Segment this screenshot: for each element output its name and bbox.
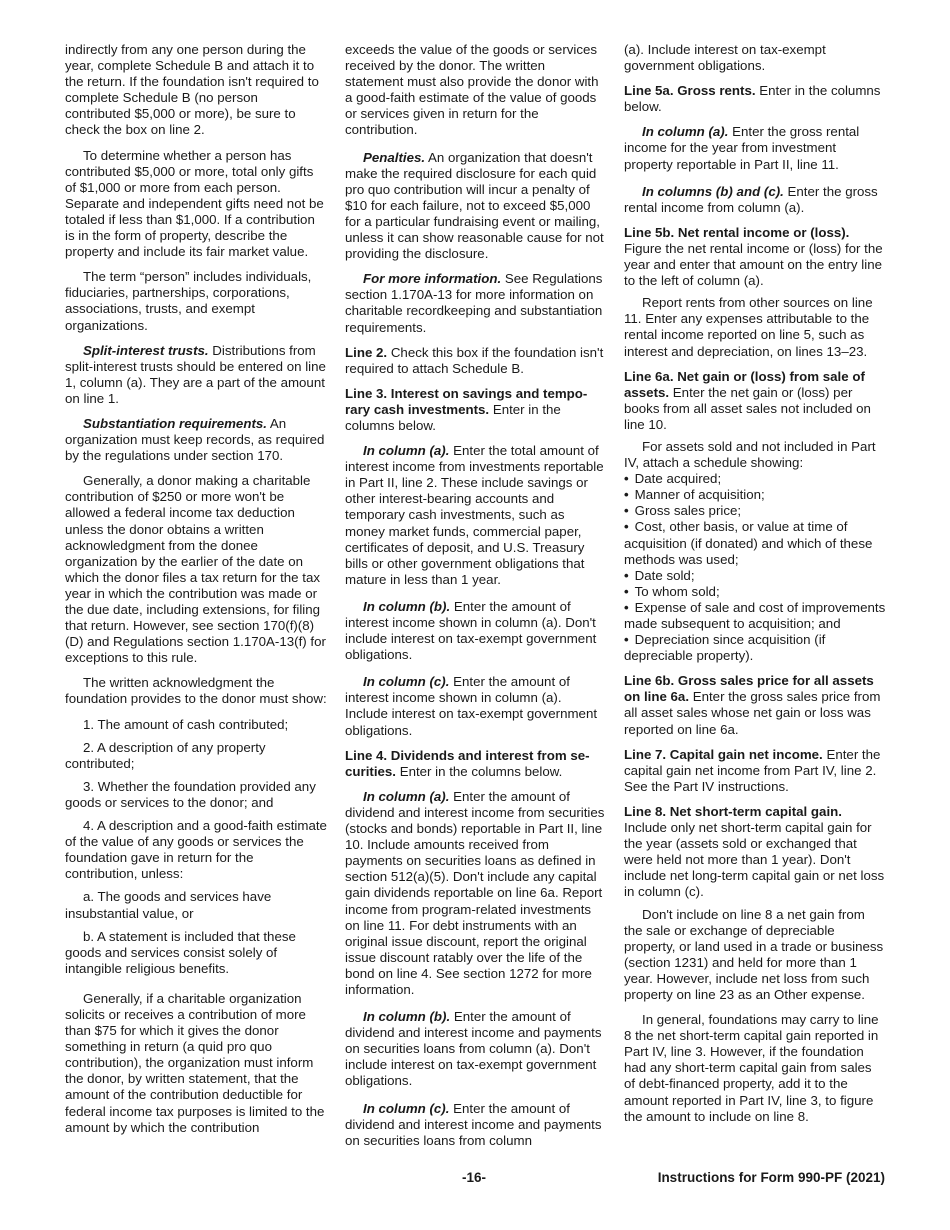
paragraph: Line 5a. Gross rents. Enter in the columns below. bbox=[624, 83, 881, 115]
line-heading: Line 4. Dividends and interest from securities. bbox=[345, 747, 590, 779]
paragraph: The term “person” includes individuals, fiduciaries, partnerships, corporations, associations, trusts, and exempt organizations. bbox=[65, 269, 312, 333]
column-1 bbox=[65, 42, 327, 1145]
list-item: • Expense of sale and cost of improvements made subsequent to acquisition; and bbox=[624, 599, 886, 631]
subheading: For more information. bbox=[363, 271, 502, 287]
paragraph: Line 6b. Gross sales price for all assets on line 6a. Enter the gross sales price from all asset sales whose net gain or loss was reported on line 6a. bbox=[624, 673, 881, 737]
list-item: • Gross sales price; bbox=[624, 503, 742, 519]
list-item: • Date acquired; bbox=[624, 471, 722, 487]
line-heading: Line 7. Capital gain net income. bbox=[624, 746, 823, 762]
bullet-icon: • bbox=[624, 471, 629, 487]
line-heading: Line 3. Interest on savings and temporary cash investments. bbox=[345, 385, 588, 417]
list-item: 3. Whether the foundation provided any goods or services to the donor; and bbox=[65, 778, 316, 810]
paragraph: Line 4. Dividends and interest from securities. Enter in the columns below. bbox=[345, 747, 590, 779]
paragraph: In general, foundations may carry to line 8 the net short-term capital gain reported in Part IV, line 3. However, if the foundation had any short-term capital gain from sales of debt-financed property, add it to the amount reported in Part IV, line 3, to figure the amount to include on line 8. bbox=[624, 1012, 879, 1124]
subheading: Split-interest trusts. bbox=[83, 342, 209, 358]
paragraph: The written acknowledgment the foundation provides to the donor must show: bbox=[65, 675, 327, 707]
paragraph: Generally, a donor making a charitable contribution of $250 or more won't be allowed a federal income tax deduction unless the donor obtains a written acknowledgment from the donee organization by the earlier of the date on which the donor files a tax return for the tax year in which the contribution was made or the due date, including extensions, for filing that return. However, see section 170(f)(8)(D) and Regulations section 1.170A-13(f) for exceptions to this rule. bbox=[65, 473, 326, 666]
bullet-icon: • bbox=[624, 599, 629, 615]
bullet-icon: • bbox=[624, 567, 629, 583]
column-2 bbox=[345, 42, 607, 1158]
bullet-icon: • bbox=[624, 632, 629, 648]
paragraph: Line 7. Capital gain net income. Enter the capital gain net income from Part IV, line 2. See the Part IV instructions. bbox=[624, 746, 881, 794]
subheading: In column (c). bbox=[363, 674, 450, 690]
list-item: b. A statement is included that these goods and services consist solely of intangible religious benefits. bbox=[65, 928, 296, 976]
line-heading: Line 5a. Gross rents. bbox=[624, 83, 756, 99]
bullet-icon: • bbox=[624, 519, 629, 535]
list-item: • To whom sold; bbox=[624, 583, 720, 599]
paragraph: Line 6a. Net gain or (loss) from sale of assets. Enter the net gain or (loss) per books from all asset sales not included on line 10. bbox=[624, 368, 871, 432]
paragraph: In column (c). Enter the amount of interest income shown in column (a). Include interest on tax-exempt government obligations. bbox=[345, 674, 598, 738]
bullet-icon: • bbox=[624, 583, 629, 599]
list-item: • Depreciation since acquisition (if depreciable property). bbox=[624, 632, 826, 664]
paragraph: In column (b). Enter the amount of interest income shown in column (a). Don't include interest on tax-exempt government obligations. bbox=[345, 598, 597, 663]
paragraph: Generally, if a charitable organization solicits or receives a contribution of more than $75 for which it gives the donor something in return (a quid pro quo contribution), the organization must inform the donor, by written statement, that the amount of the contribution deductible for federal income tax purposes is limited to the amount by which the contribution bbox=[65, 990, 325, 1135]
subheading: In column (c). bbox=[363, 1100, 450, 1116]
document-title: Instructions for Form 990-PF (2021) bbox=[657, 1170, 885, 1185]
line-heading: Line 6a. Net gain or (loss) from sale of assets. bbox=[624, 368, 865, 400]
list-item: • Manner of acquisition; bbox=[624, 487, 765, 503]
subheading: Penalties. bbox=[363, 149, 426, 165]
bullet-list bbox=[624, 471, 886, 664]
list-item: • Date sold; bbox=[624, 567, 695, 583]
paragraph: For more information. See Regulations section 1.170A-13 for more information on charitable recordkeeping and substantiation requirements. bbox=[345, 271, 603, 335]
paragraph: indirectly from any one person during the year, complete Schedule B and attach it to the return. If the foundation isn't required to complete Schedule B (no person contributed $5,000 or more), be sure to check the box on line 2. bbox=[65, 42, 319, 138]
paragraph: Don't include on line 8 a net gain from the sale or exchange of depreciable property, or land used in a trade or business (section 1231) and held for more than 1 year. However, include net loss from such property on line 23 as an Other expense. bbox=[624, 906, 884, 1002]
paragraph: To determine whether a person has contributed $5,000 or more, total only gifts of $1,000 or more from each person. Separate and independent gifts need not be totaled if less than $1,000. If a contribution is in the form of property, describe the property and include its fair market value. bbox=[65, 147, 324, 260]
paragraph: Line 5b. Net rental income or (loss). Figure the net rental income or (loss) for the year and enter that amount on the entry line to the left of column (a). bbox=[624, 224, 883, 289]
paragraph: In columns (b) and (c). Enter the gross rental income from column (a). bbox=[624, 183, 878, 215]
subheading: In column (b). bbox=[363, 598, 451, 614]
paragraph: Split-interest trusts. Distributions from split-interest trusts should be entered on line 1, column (a). They are a part of the amount on line 1. bbox=[65, 342, 326, 406]
bullet-icon: • bbox=[624, 487, 629, 503]
subheading: In columns (b) and (c). bbox=[642, 183, 784, 199]
list-item: a. The goods and services have insubstantial value, or bbox=[65, 889, 272, 921]
column-3 bbox=[624, 42, 886, 1134]
paragraph: For assets sold and not included in Part IV, attach a schedule showing: bbox=[624, 438, 876, 471]
line-heading: Line 5b. Net rental income or (loss). bbox=[624, 224, 850, 240]
bullet-icon: • bbox=[624, 503, 629, 519]
paragraph: Penalties. An organization that doesn't make the required disclosure for each quid pro quo contribution will incur a penalty of $10 for each failure, not to exceed $5,000 for a particular fundraising event or mailing, unless it can show reasonable cause for not providing the disclosure. bbox=[345, 149, 604, 262]
paragraph: (a). Include interest on tax-exempt government obligations. bbox=[624, 42, 826, 74]
list-item: 4. A description and a good-faith estimate of the value of any goods or services the foundation gave in return for the contribution, unless: bbox=[65, 818, 327, 882]
page-number: -16- bbox=[462, 1170, 487, 1185]
list-item: 1. The amount of cash contributed; bbox=[83, 716, 289, 732]
subheading: Substantiation requirements. bbox=[83, 415, 267, 431]
paragraph: Substantiation requirements. An organization must keep records, as required by the regulations under section 170. bbox=[65, 415, 325, 464]
subheading: In column (a). bbox=[642, 124, 729, 140]
paragraph: In column (c). Enter the amount of dividend and interest income and payments on securities loans from column bbox=[345, 1100, 602, 1148]
paragraph: Line 3. Interest on savings and temporary cash investments. Enter in the columns below. bbox=[345, 385, 588, 433]
paragraph: Line 8. Net short-term capital gain. Include only net short-term capital gain for the year (assets sold or exchanged that were held not more than 1 year). Don't include net long-term capital gain or net loss in column (c). bbox=[624, 803, 885, 900]
line-heading: Line 6b. Gross sales price for all assets on line 6a. bbox=[624, 673, 874, 705]
subheading: In column (a). bbox=[363, 788, 450, 804]
list-item: 2. A description of any property contributed; bbox=[65, 739, 266, 771]
subheading: In column (a). bbox=[363, 443, 450, 459]
paragraph: In column (a). Enter the amount of dividend and interest income from securities (stocks and bonds) reportable in Part II, line 10. Include amounts received from payments on securities loans as defined in section 512(a)(5). Don't include any capital gain dividends reportable on line 6a. Report income from program-related investments on line 11. For debt instruments with an original issue discount, report the original issue discount ratably over the life of the bond on line 4. See section 1272 for more information. bbox=[345, 788, 605, 997]
paragraph: Line 2. Check this box if the foundation isn't required to attach Schedule B. bbox=[345, 344, 604, 376]
paragraph: In column (a). Enter the gross rental income for the year from investment property reportable in Part II, line 11. bbox=[624, 124, 860, 172]
list-item: • Cost, other basis, or value at time of acquisition (if donated) and which of these methods was used; bbox=[624, 519, 873, 567]
subheading: In column (b). bbox=[363, 1009, 451, 1025]
line-heading: Line 2. bbox=[345, 344, 388, 360]
paragraph: In column (a). Enter the total amount of interest income from investments reportable in Part II, line 2. These include savings or other interest-bearing accounts and temporary cash investments, such as money market funds, commercial paper, certificates of deposit, and U.S. Treasury bills or other government obligations that mature in less than 1 year. bbox=[345, 443, 604, 587]
paragraph: In column (b). Enter the amount of dividend and interest income and payments on securities loans from column (a). Don't include interest on tax-exempt government obligations. bbox=[345, 1009, 602, 1089]
line-heading: Line 8. Net short-term capital gain. bbox=[624, 803, 842, 819]
paragraph: Report rents from other sources on line 11. Enter any expenses attributable to the rental income reported on line 5, such as interest and depreciation, on lines 13–23. bbox=[624, 295, 873, 359]
page-footer bbox=[65, 1170, 885, 1188]
paragraph: exceeds the value of the goods or services received by the donor. The written statement must also provide the donor with a good-faith estimate of the value of goods or services given in return for the contribution. bbox=[345, 42, 599, 138]
